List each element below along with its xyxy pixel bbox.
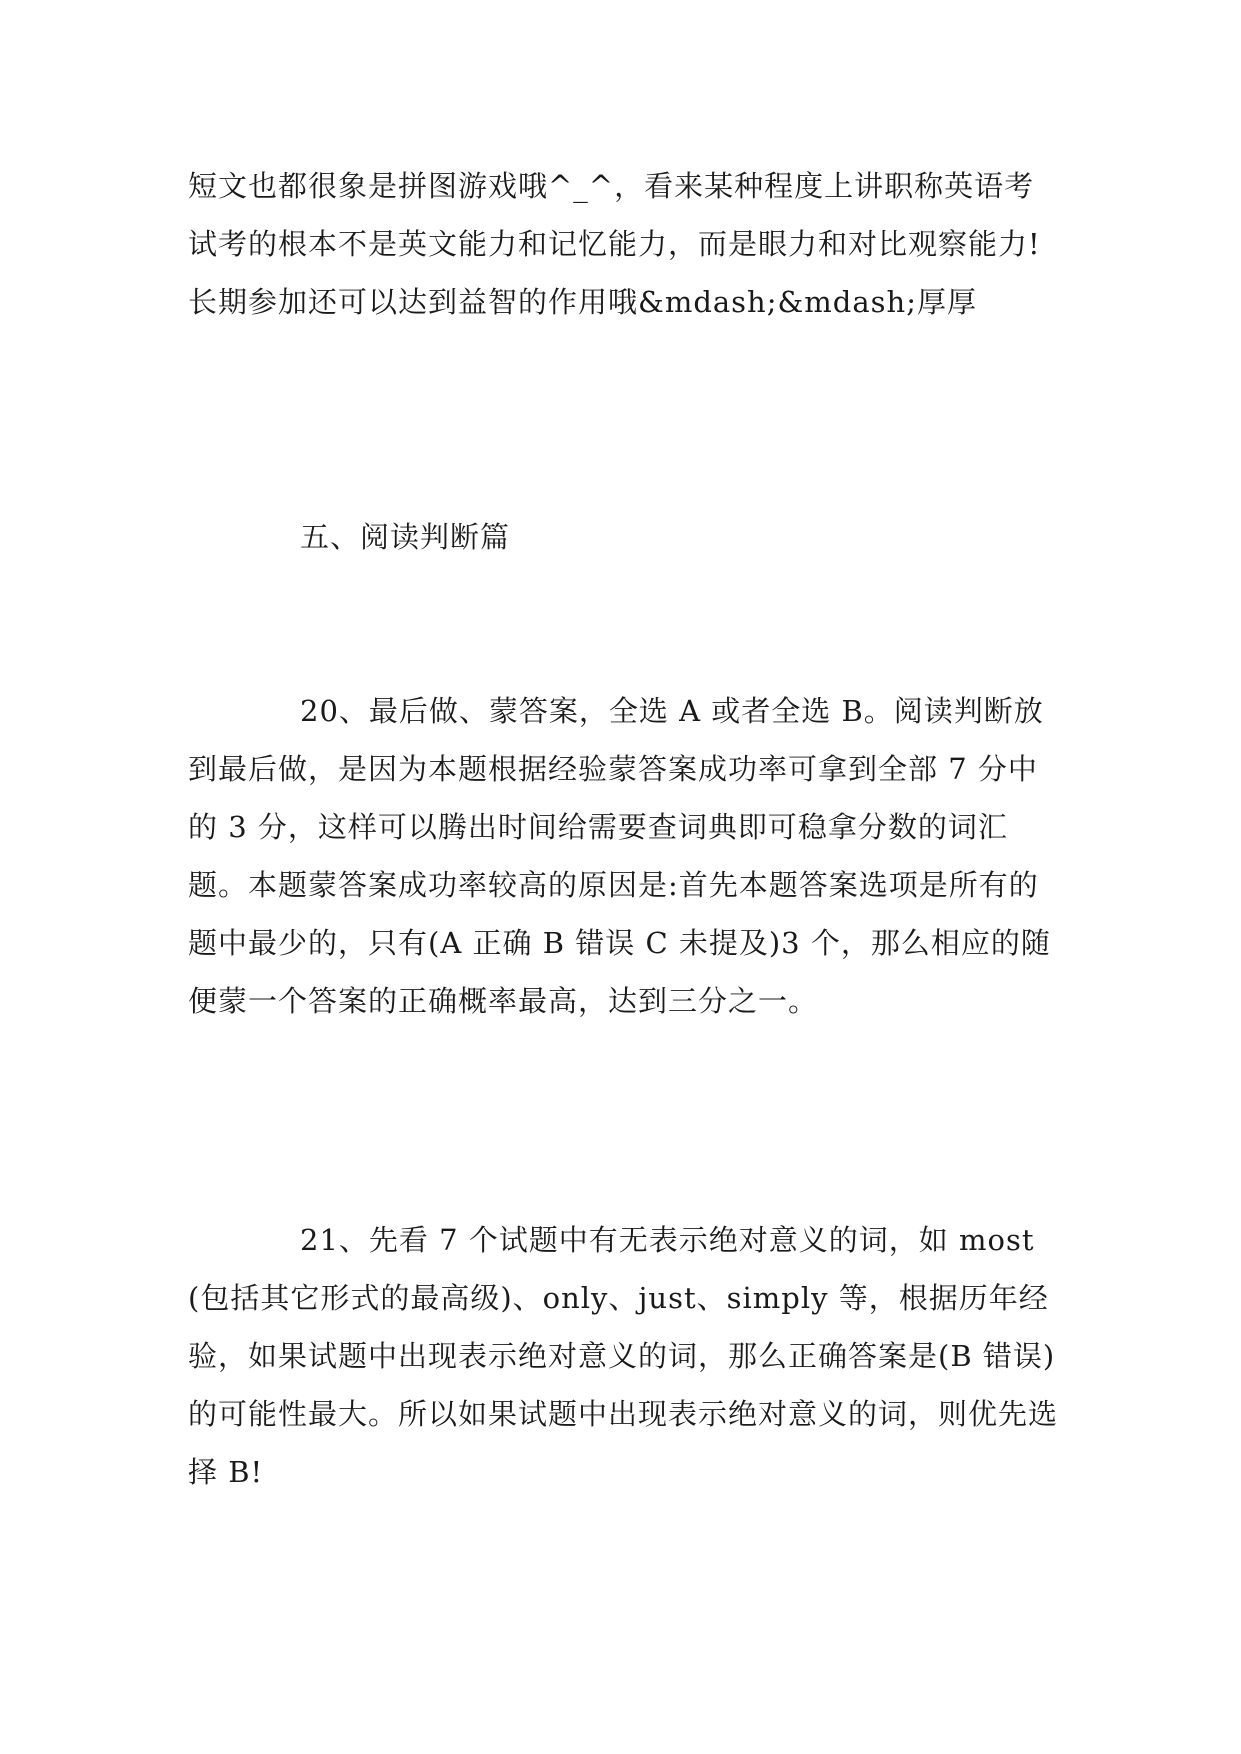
paragraph-20: 20、最后做、蒙答案，全选 A 或者全选 B。阅读判断放到最后做，是因为本题根据经验蒙答案成功率可拿到全部 7 分中的 3 分，这样可以腾出时间给需要查词典即可稳拿分数的词汇题。本题蒙答案成功率较高的原因是:首先本题答案选项是所有的题中最少的，只有(A 正确 B 错误 C 未提及)3 个，那么相应的随便蒙一个答案的正确概率最高，达到三分之一。	[188, 694, 1051, 1018]
paragraph-21: 21、先看 7 个试题中有无表示绝对意义的词，如 most(包括其它形式的最高级)、only、just、simply 等，根据历年经验，如果试题中出现表示绝对意义的词，那么正确答案是(B 错误)的可能性最大。所以如果试题中出现表示绝对意义的词，则优先选择 B!	[188, 1223, 1059, 1489]
section-heading: 五、阅读判断篇	[300, 520, 511, 554]
paragraph-continued: 短文也都很象是拼图游戏哦^_^，看来某种程度上讲职称英语考试考的根本不是英文能力和记忆能力，而是眼力和对比观察能力!长期参加还可以达到益智的作用哦&mdash;&mdash;厚厚	[188, 169, 1041, 319]
